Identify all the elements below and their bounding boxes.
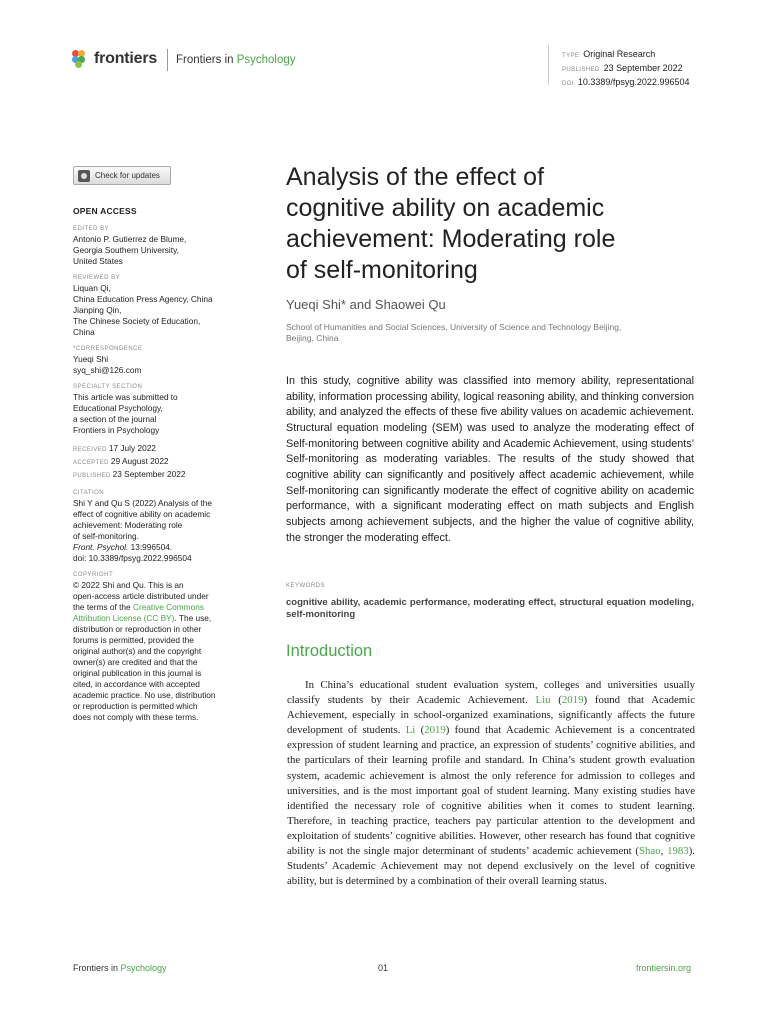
article-sidebar	[73, 206, 238, 730]
license-link-cont[interactable]: Attribution License (CC BY)	[73, 613, 175, 623]
citation-link[interactable]: 2019	[424, 724, 446, 737]
affiliation: School of Humanities and Social Sciences, University of Science and Technology Beijing, Beijing, China	[286, 322, 622, 343]
abstract: In this study, cognitive ability was classified into memory ability, representational ability, information processing ability, logical reasoning ability, and thinking conversion ability, and analyzed the effects of these five ability values on academic achievement. Structural equation modeling (SEM) was used to analyze the moderating effect of Self-monitoring between cognitive ability and Academic Achievement, using students’ Self-monitoring as moderating variables. The results of the study showed that cognitive ability can significantly and positively affect academic achievement, while Self-monitoring can significantly moderate the effect of cognitive ability on academic performance, with a significant moderating effect on math subjects and English subjects among achievement subjects, and the higher the value of cognitive ability, the stronger the moderating effect.	[286, 375, 694, 544]
authors[interactable]: Yueqi Shi* and Shaowei Qu	[286, 297, 446, 312]
license-link[interactable]: Creative Commons	[132, 602, 204, 612]
doi-link[interactable]: 10.3389/fpsyg.2022.996504	[577, 77, 690, 87]
footer-site-link[interactable]: frontiersin.org	[636, 963, 692, 973]
citation-link[interactable]: Li	[405, 724, 416, 737]
correspondence-email[interactable]: syq_shi@126.com	[73, 365, 142, 375]
citation-section: CITATION Shi Y and Qu S (2022) Analysis of the effect of cognitive ability on academic achievement: Moderating role of self-monitoring. Front. Psychol. 13:996504. doi: 10.3389/fpsyg.2022.996504	[73, 490, 212, 563]
specialty-section: SPECIALTY SECTION This article was submitted to Educational Psychology, a section of the journal Frontiers in Psychology	[73, 384, 178, 435]
article-title: Analysis of the effect of cognitive ability on academic achievement: Moderating role of self-monitoring	[286, 163, 616, 284]
reviewed-by-section: REVIEWED BY Liquan Qi, China Education Press Agency, China Jianping Qin, The Chinese Society of Education, China	[73, 275, 213, 337]
open-access-label: OPEN ACCESS	[73, 206, 137, 216]
section-heading-introduction: Introduction	[286, 642, 373, 660]
introduction-paragraph: In China’s educational student evaluation system, colleges and universities usually classify students by their Academic Achievement. Liu (2019) found that Academic Achievement, especially in school-organized examinations, significantly affects the future development of students. Li (2019) found that Academic Achievement is a concentrated expression of student learning and practice, an expression of students’ cognitive abilities, and the particulars of their learning profile and standard. In China’s student growth evaluation system, academic achievement is almost the only reference for admission to colleges and universities, and is the most important goal of student learning. Many existing studies have identified the necessary role of cognitive abilities when it comes to student learning. Therefore, in teaching practice, teachers pay particular attention to the development and exploitation of students’ cognitive abilities. However, other research has found that cognitive ability is not the single major determinant of students’ academic achievement (Shao, 1983). Students’ Academic Achievement may not depend exclusively on the level of cognitive ability, but is determined by a combination of their overall learning status.	[287, 679, 696, 888]
check-updates-icon	[78, 170, 90, 182]
footer-journal[interactable]: Frontiers in Psychology	[73, 963, 167, 973]
keywords: cognitive ability, academic performance, moderating effect, structural equation modeling, self-monitoring	[286, 597, 694, 620]
brand-name: frontiers	[94, 50, 158, 67]
meta-divider	[548, 45, 549, 85]
citation-link[interactable]: Shao	[639, 845, 661, 858]
citation-link[interactable]: Liu	[535, 694, 551, 707]
header-divider	[167, 49, 168, 71]
frontiers-logo[interactable]	[72, 50, 157, 68]
keywords-label: KEYWORDS	[286, 583, 326, 589]
journal-name[interactable]: Frontiers in Psychology	[176, 54, 296, 66]
correspondence-section: *CORRESPONDENCE Yueqi Shi syq_shi@126.com	[73, 345, 238, 376]
frontiers-logo-icon	[72, 50, 90, 68]
citation-link[interactable]: 1983	[667, 845, 689, 858]
edited-by-section: EDITED BY Antonio P. Gutierrez de Blume, Georgia Southern University, United States	[73, 226, 187, 266]
check-updates-button[interactable]: Check for updates	[73, 166, 171, 185]
article-meta: TYPE Original Research PUBLISHED 23 September 2022 DOI 10.3389/fpsyg.2022.996504	[562, 49, 690, 87]
page-number: 01	[378, 963, 389, 973]
dates-section: RECEIVED 17 July 2022 ACCEPTED 29 August 2022 PUBLISHED 23 September 2022	[73, 443, 186, 479]
copyright-section: COPYRIGHT © 2022 Shi and Qu. This is an open-access article distributed under the terms of the Creative Commons Attribution License (CC BY). The use, distribution or reproduction in other forums is permitted, provided the original author(s) and the copyright owner(s) are credited and that the original publication in this journal is cited, in accordance with accepted academic practice. No use, distribution or reproduction is permitted which does not comply with these terms.	[73, 572, 216, 722]
citation-link[interactable]: 2019	[561, 694, 584, 707]
